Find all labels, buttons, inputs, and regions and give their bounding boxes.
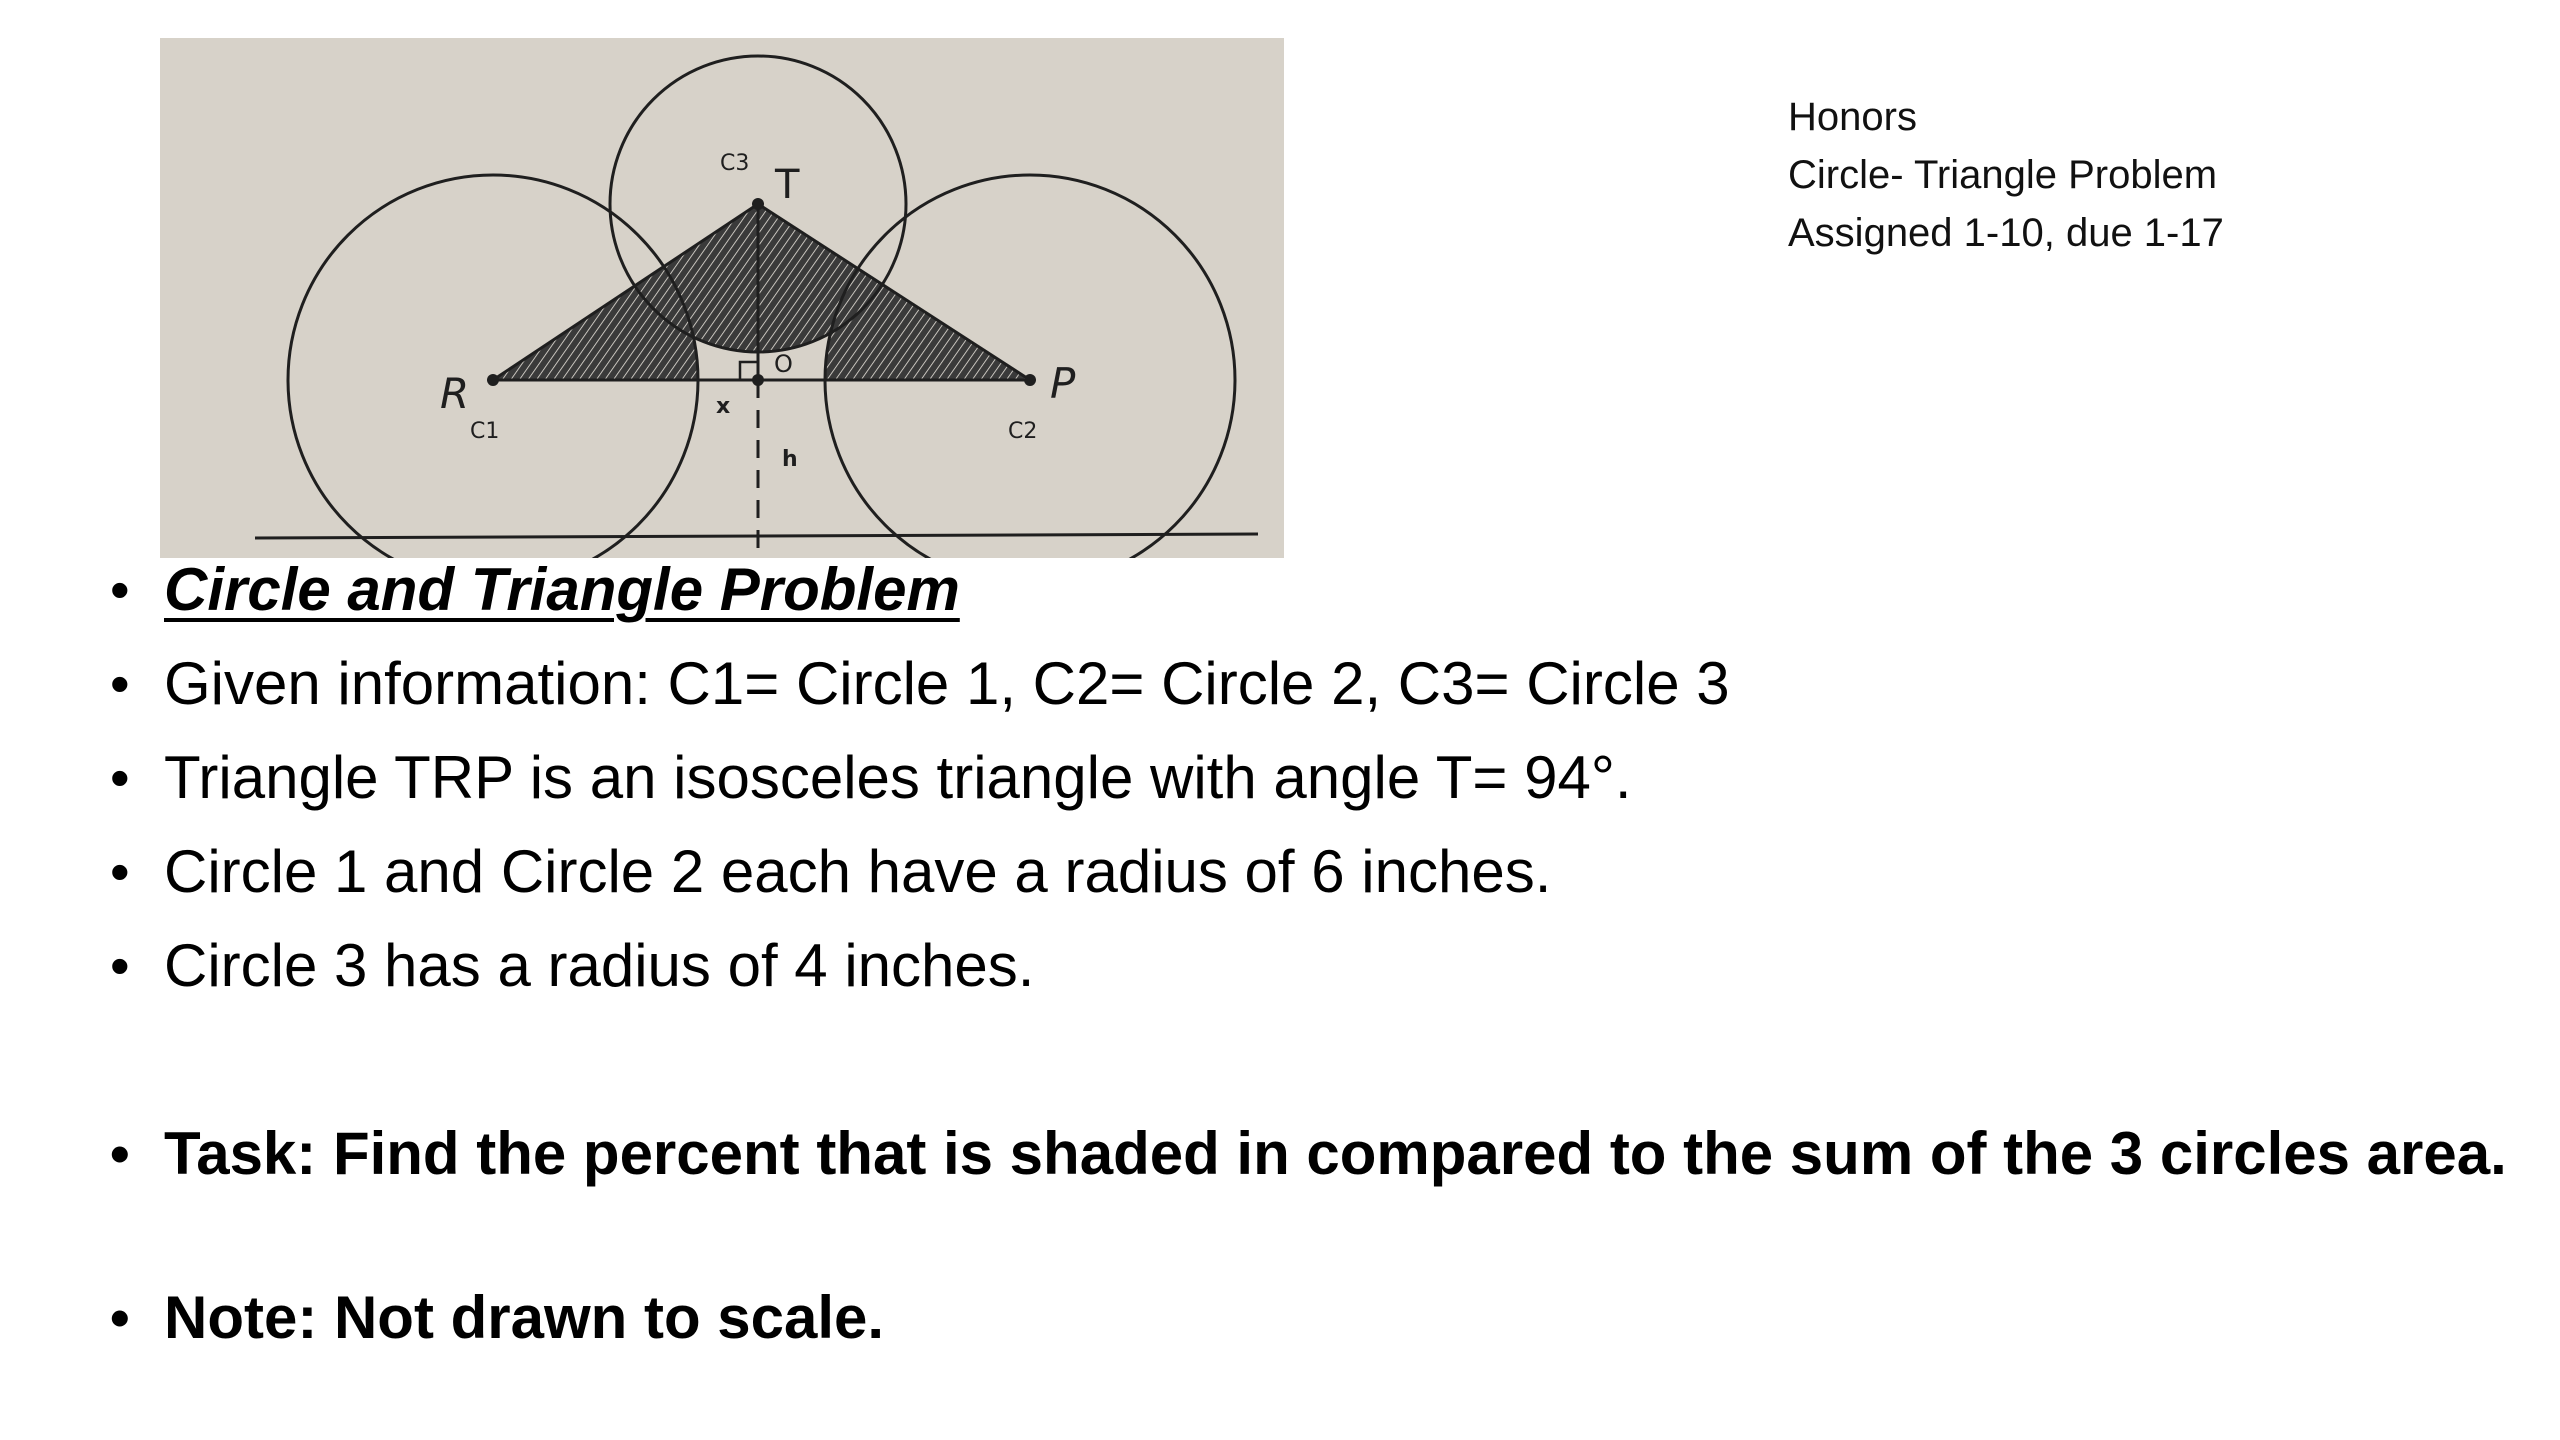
bullet-given (110, 650, 2510, 744)
bullet-dot: • (110, 652, 130, 715)
bullet-dot: • (110, 1286, 130, 1349)
bullet-spacer (110, 1026, 2510, 1120)
label-o: O (774, 350, 793, 378)
label-c2: C2 (1008, 419, 1038, 444)
problem-bullets (110, 556, 2510, 1352)
bullet-dot: • (110, 1122, 130, 1185)
radius-c3-text: Circle 3 has a radius of 4 inches. (164, 932, 1035, 999)
label-x: x (716, 394, 731, 419)
bullet-dot: • (110, 840, 130, 903)
label-p: P (1050, 359, 1076, 408)
bullet-triangle (110, 744, 2510, 838)
header-course: Honors (1788, 95, 1917, 139)
triangle-text: Triangle TRP is an isosceles triangle with angle T= 94°. (164, 744, 1632, 811)
point-t (752, 198, 764, 210)
bullet-radius-c1-c2 (110, 838, 2510, 932)
header-title: Circle- Triangle Problem (1788, 153, 2218, 197)
bullet-dot: • (110, 934, 130, 997)
point-r (487, 374, 499, 386)
label-r: R (440, 369, 470, 418)
bullet-dot: • (110, 558, 130, 621)
bullet-task (110, 1120, 2510, 1284)
circle-triangle-figure (160, 38, 1284, 558)
note-text: Note: Not drawn to scale. (164, 1284, 885, 1351)
assignment-header (1788, 88, 2224, 262)
label-c3: C3 (720, 151, 750, 176)
radius-c1-c2-text: Circle 1 and Circle 2 each have a radius of 6 inches. (164, 838, 1552, 905)
task-text: Task: Find the percent that is shaded in compared to the sum of the 3 circles area. (164, 1120, 2507, 1187)
bullet-note (110, 1284, 2510, 1352)
point-o (752, 374, 764, 386)
point-p (1024, 374, 1036, 386)
bullet-title (110, 556, 2510, 650)
problem-title: Circle and Triangle Problem (164, 556, 960, 623)
figure-drawing (160, 38, 1284, 558)
given-text: Given information: C1= Circle 1, C2= Circle 2, C3= Circle 3 (164, 650, 1730, 717)
header-dates: Assigned 1-10, due 1-17 (1788, 211, 2224, 255)
bullet-dot: • (110, 746, 130, 809)
label-c1: C1 (470, 419, 500, 444)
bullet-radius-c3 (110, 932, 2510, 1026)
label-t: T (775, 162, 800, 208)
label-h: h (782, 447, 798, 472)
